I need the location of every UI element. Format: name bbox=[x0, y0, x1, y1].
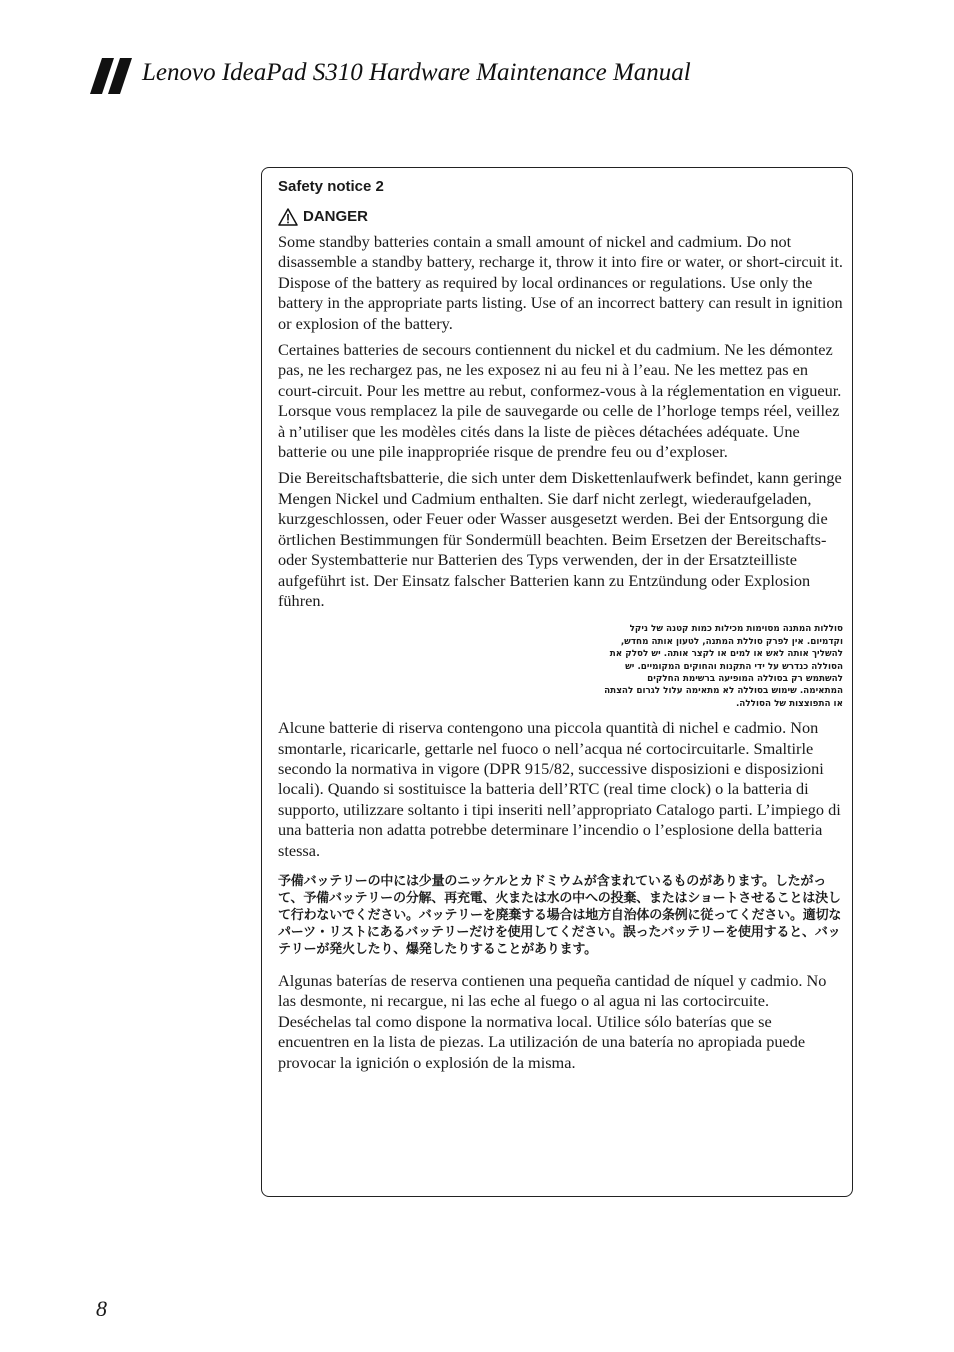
paragraph-italian: Alcune batterie di riserva contengono una piccola quantità di nichel e cadmio. Non smontarle, ricaricarle, gettarle nel fuoco o nell’acqua né cortocircuitarle. Smaltirle secondo la normativa in vigore (DPR 915/82, successive disposizioni e disposizioni locali). Quando si sostituisce la batteria dell’RTC (real time clock) o la batteria di supporto, utilizzare soltanto i tipi inseriti nell’appropriato Catalogo parti. L’impiego di una batteria non adatta potrebbe determinare l’incendio o l’esplosione della batteria stessa. bbox=[278, 718, 841, 860]
safety-notice-content bbox=[278, 177, 843, 1073]
danger-label: DANGER bbox=[303, 208, 369, 225]
paragraph-japanese: 予備バッテリーの中には少量のニッケルとカドミウムが含まれているものがあります。したがって、予備バッテリーの分解、再充電、火または水の中への投棄、またはショートさせることは決して行わないでください。バッテリーを廃棄する場合は地方自治体の条例に従ってください。適切なパーツ・リストにあるバッテリーだけを使用してください。誤ったバッテリーを使用すると、バッテリーが発火したり、爆発したりすることがあります。 bbox=[278, 874, 842, 957]
paragraph-hebrew: סוללות המתנה מסוימות מכילות כמות קטנה של ניקל וקדמיום. אין לפרק סוללת המתנה, לטעון אותה מחדש, להשליך אותה לאש או למים או לקצר אותה. יש לסלק את הסוללה כנדרש על ידי התקנות והחוקים המקומיים. יש להשתמש רק בסוללה המופיעה ברשימת החלקים המתאימה. שימוש בסוללה לא מתאימה עלול לגרום להצתה או התפוצצות של הסוללה. bbox=[604, 624, 843, 709]
paragraph-english: Some standby batteries contain a small amount of nickel and cadmium. Do not disassemble a standby battery, recharge it, throw it into fire or water, or short-circuit it. Dispose of the battery as required by local ordinances or regulations. Use only the battery in the appropriate parts listing. Use of an incorrect battery can result in ignition or explosion of the battery. bbox=[278, 232, 843, 333]
header-title: Lenovo IdeaPad S310 Hardware Maintenance Manual bbox=[142, 59, 691, 86]
double-slash-mark-icon bbox=[90, 58, 134, 94]
paragraph-german: Die Bereitschaftsbatterie, die sich unter dem Diskettenlaufwerk befindet, kann geringe Mengen Nickel und Cadmium enthalten. Sie darf nicht zerlegt, wiederaufgeladen, kurzgeschlossen, oder Feuer oder Wasser ausgesetzt werden. Bei der Entsorgung die örtlichen Bestimmungen für Sondermüll beachten. Beim Ersetzen der Bereitschafts-oder Systembatterie nur Batterien des Typs verwenden, der in der Ersatzteilliste aufgeführt ist. Der Einsatz falscher Batterien kann zu Entzündung oder Explosion führen. bbox=[278, 468, 842, 610]
notice-title: Safety notice 2 bbox=[278, 178, 384, 195]
page-number: 8 bbox=[96, 1296, 107, 1321]
danger-heading bbox=[278, 207, 843, 227]
paragraph-spanish: Algunas baterías de reserva contienen una pequeña cantidad de níquel y cadmio. No las desmonte, ni recargue, ni las eche al fuego o al agua ni las cortocircuite. Deséchelas tal como dispone la normativa local. Utilice sólo baterías que se encuentren en la lista de piezas. La utilización de una batería no apropiada puede provocar la ignición o explosión de la misma. bbox=[278, 971, 827, 1072]
warning-triangle-icon bbox=[278, 208, 298, 226]
safety-notice-box bbox=[261, 167, 853, 1197]
paragraph-french: Certaines batteries de secours contiennent du nickel et du cadmium. Ne les démontez pas, ne les rechargez pas, ne les exposez ni au feu ni à l’eau. Ne les mettez pas en court-circuit. Pour les mettre au rebut, conformez-vous à la réglementation en vigueur. Lorsque vous remplacez la pile de sauvegarde ou celle de l’horloge temps réel, veillez à n’utiliser que les modèles cités dans la liste de pièces détachées adéquate. Une batterie ou une pile inappropriée risque de prendre feu ou d’exploser. bbox=[278, 340, 842, 462]
